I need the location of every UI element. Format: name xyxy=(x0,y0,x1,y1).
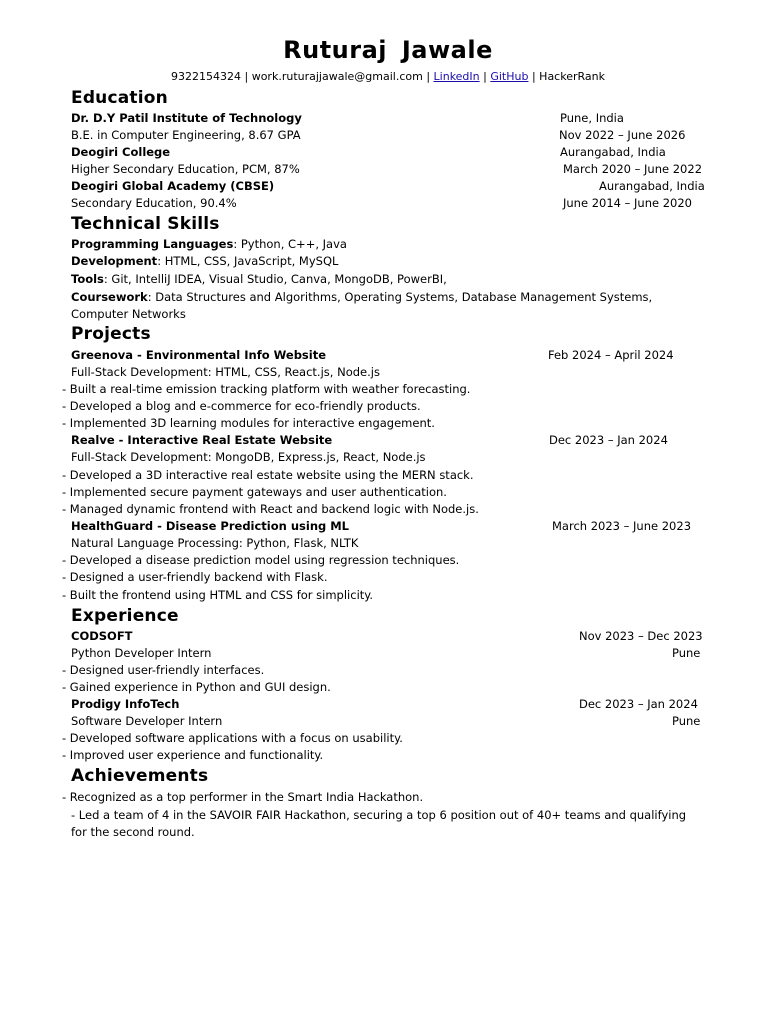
job-location: Pune xyxy=(672,714,701,728)
skill-row xyxy=(71,254,338,268)
job-dates: Nov 2023 – Dec 2023 xyxy=(579,629,703,643)
project-bullet: - Developed a blog and e-commerce for eco-friendly products. xyxy=(62,399,421,413)
experience-heading: Experience xyxy=(71,606,179,626)
skill-value: : HTML, CSS, JavaScript, MySQL xyxy=(157,254,339,268)
experience-bullet: - Improved user experience and functionality. xyxy=(62,748,324,762)
skill-row xyxy=(71,289,711,323)
hackerrank-text: HackerRank xyxy=(539,70,605,83)
skill-label: Development xyxy=(71,254,158,268)
achievements-heading: Achievements xyxy=(71,766,209,786)
project-title: Greenova - Environmental Info Website xyxy=(71,348,327,362)
project-bullet: - Built the frontend using HTML and CSS for simplicity. xyxy=(62,588,374,602)
job-dates: Dec 2023 – Jan 2024 xyxy=(579,697,698,711)
project-bullet: - Implemented 3D learning modules for interactive engagement. xyxy=(62,416,435,430)
separator: | xyxy=(241,70,252,83)
phone: 9322154324 xyxy=(171,70,241,83)
separator: | xyxy=(422,70,434,83)
school-detail: B.E. in Computer Engineering, 8.67 GPA xyxy=(71,128,301,142)
project-stack: Full-Stack Development: MongoDB, Express.js, React, Node.js xyxy=(71,450,426,464)
job-location: Pune xyxy=(672,646,701,660)
linkedin-link[interactable]: LinkedIn xyxy=(433,70,480,83)
project-dates: Feb 2024 – April 2024 xyxy=(548,348,674,362)
project-bullet: - Developed a 3D interactive real estate website using the MERN stack. xyxy=(62,468,474,482)
skill-label: Tools xyxy=(71,272,104,286)
separator: | xyxy=(528,70,540,83)
project-bullet: - Designed a user-friendly backend with Flask. xyxy=(62,570,328,584)
project-title: HealthGuard - Disease Prediction using ML xyxy=(71,519,350,533)
github-link[interactable]: GitHub xyxy=(490,70,529,83)
project-title: Realve - Interactive Real Estate Website xyxy=(71,433,333,447)
project-bullet: - Built a real-time emission tracking platform with weather forecasting. xyxy=(62,382,471,396)
achievement-item: - Recognized as a top performer in the Smart India Hackathon. xyxy=(62,790,424,804)
company-name: CODSOFT xyxy=(71,629,133,643)
experience-bullet: - Designed user-friendly interfaces. xyxy=(62,663,265,677)
skill-label: Coursework xyxy=(71,290,148,304)
project-stack: Full-Stack Development: HTML, CSS, React.js, Node.js xyxy=(71,365,380,379)
skill-label: Programming Languages xyxy=(71,237,234,251)
job-role: Software Developer Intern xyxy=(71,714,223,728)
skill-value: : Git, IntelliJ IDEA, Visual Studio, Canva, MongoDB, PowerBI, xyxy=(103,272,447,286)
achievement-item: - Led a team of 4 in the SAVOIR FAIR Hackathon, securing a top 6 position out of 40+ teams and qualifying for the second round. xyxy=(71,808,687,839)
separator: | xyxy=(479,70,491,83)
skill-row xyxy=(71,237,347,251)
school-dates: March 2020 – June 2022 xyxy=(563,162,703,176)
education-heading: Education xyxy=(71,88,168,108)
project-dates: March 2023 – June 2023 xyxy=(552,519,692,533)
experience-bullet: - Developed software applications with a focus on usability. xyxy=(62,731,403,745)
experience-bullet: - Gained experience in Python and GUI design. xyxy=(62,680,331,694)
projects-heading: Projects xyxy=(71,324,151,344)
company-name: Prodigy InfoTech xyxy=(71,697,180,711)
project-bullet: - Developed a disease prediction model using regression techniques. xyxy=(62,553,460,567)
school-detail: Secondary Education, 90.4% xyxy=(71,196,237,210)
project-dates: Dec 2023 – Jan 2024 xyxy=(549,433,668,447)
contact-line xyxy=(0,70,768,83)
email[interactable]: work.ruturajjawale@gmail.com xyxy=(251,70,423,83)
school-location: Pune, India xyxy=(560,111,624,125)
project-bullet: - Managed dynamic frontend with React and backend logic with Node.js. xyxy=(62,502,479,516)
school-name: Deogiri College xyxy=(71,145,171,159)
school-dates: June 2014 – June 2020 xyxy=(563,196,692,210)
skill-value: : Python, C++, Java xyxy=(233,237,347,251)
school-location: Aurangabad, India xyxy=(560,145,666,159)
school-name: Deogiri Global Academy (CBSE) xyxy=(71,179,275,193)
skill-value: : Data Structures and Algorithms, Operating Systems, Database Management Systems, Computer Networks xyxy=(71,290,653,321)
school-detail: Higher Secondary Education, PCM, 87% xyxy=(71,162,300,176)
project-stack: Natural Language Processing: Python, Flask, NLTK xyxy=(71,536,359,550)
skills-heading: Technical Skills xyxy=(71,214,220,234)
candidate-name: Ruturaj Jawale xyxy=(283,36,493,64)
school-dates: Nov 2022 – June 2026 xyxy=(559,128,686,142)
school-location: Aurangabad, India xyxy=(599,179,705,193)
school-name: Dr. D.Y Patil Institute of Technology xyxy=(71,111,302,125)
skill-row xyxy=(71,272,447,286)
project-bullet: - Implemented secure payment gateways and user authentication. xyxy=(62,485,447,499)
job-role: Python Developer Intern xyxy=(71,646,212,660)
